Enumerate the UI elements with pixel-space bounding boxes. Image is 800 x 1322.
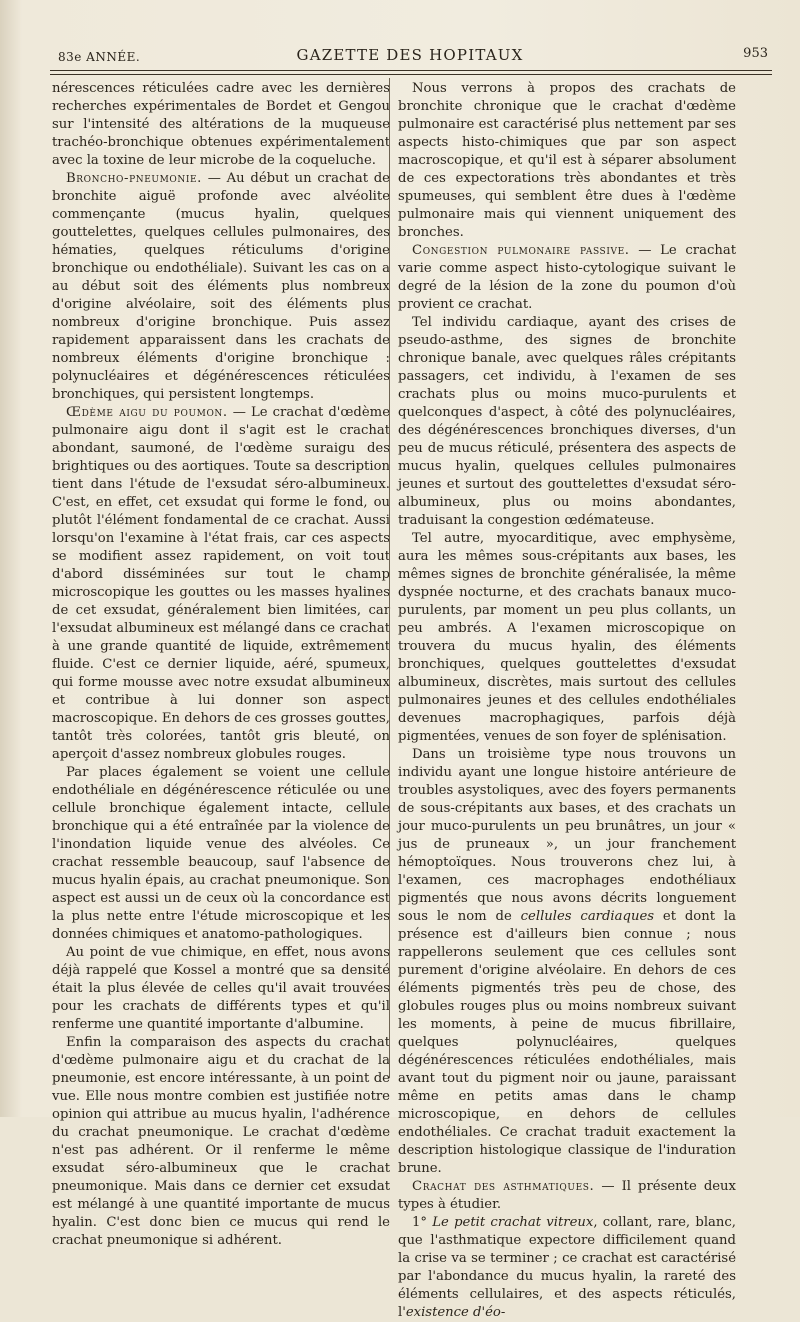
paragraph: nérescences réticulées cadre avec les dernières recherches expérimentales de Bordet et Gengou sur l'intensité des altérations de la muqueuse trachéo-bronchique obtenues expérimentalement avec la toxine de leur microbe de la coqueluche. xyxy=(52,81,390,168)
paragraph: Enfin la comparaison des aspects du crachat d'œdème pulmonaire aigu et du crachat de la pneumonie, est encore intéressante, à un point de vue. Elle nous montre combien est justifiée notre opinion qui attribue au mucus hyalin, l'adhérence du crachat pneumonique. Le crachat d'œdème n'est pas adhérent. Or il renferme le même exsudat séro-albumineux que le crachat pneumonique. Mais dans ce dernier cet exsudat est mélangé à une quantité importante de mucus hyalin. C'est donc bien ce mucus qui rend le crachat pneumonique si adhérent. xyxy=(52,1035,390,1248)
left-column xyxy=(52,80,390,1248)
italic-term: existence d'éo- xyxy=(405,1305,506,1320)
paragraph: Tel autre, myocarditique, avec emphysème, aura les mêmes sous-crépitants aux bases, les mêmes signes de bronchite généralisée, la même dyspnée nocturne, et des crachats banaux muco-purulents, par moment un peu plus collants, un peu ambrés. A l'examen microscopique on trouvera du mucus hyalin, des éléments bronchiques, quelques gouttelettes d'exsudat albumineux, discrètes, mais surtout des cellules pulmonaires jeunes et des cellules endothéliales devenues macrophagiques, parfois déjà pigmentées, venues de son foyer de splénisation. xyxy=(398,531,736,744)
paragraph xyxy=(398,1214,736,1322)
journal-title: GAZETTE DES HOPITAUX xyxy=(296,46,524,64)
paragraph-body: — Au début un crachat de bronchite aiguë profonde avec alvéolite commençante (mucus hyalin, quelques gouttelettes, quelques cellules pulmonaires, des hématies, quelques réticulums d'origine bronchique ou endothéliale). Suivant les cas on a au début soit des éléments plus nombreux d'origine alvéolaire, soit des éléments plus nombreux d'origine bronchique. Puis assez rapidement apparaissent dans les crachats de nombreux éléments d'origine bronchique : polynucléaires et dégénérescences réticulées bronchiques, qui persistent longtemps. xyxy=(52,171,390,402)
paragraph-body: — Le crachat d'œdème pulmonaire aigu dont il s'agit est le crachat abondant, saumoné, de l'œdème suraigu des brightiques ou des aortiques. Toute sa description tient dans l'étude de l'exsudat séro-albumineux. C'est, en effet, cet exsudat qui forme le fond, ou plutôt l'élément fondamental de ce crachat. Aussi lorsqu'on l'examine à l'état frais, car ces aspects se modifient assez rapidement, on voit tout d'abord disséminées sur tout le champ microscopique les gouttes ou les masses hyalines de cet exsudat, généralement bien limitées, car l'exsudat albumineux est mélangé dans ce crachat à une grande quantité de liquide, extrêmement fluide. C'est ce dernier liquide, aéré, spumeux, qui forme mousse avec notre exsudat albumineux et contribue à lui donner son aspect macroscopique. En dehors de ces grosses gouttes, tantôt très colorées, tantôt gris bleuté, on aperçoit d'assez nombreux globules rouges. xyxy=(52,405,390,762)
paragraph-text: , collant, rare, blanc, que l'asthmatique expectore difficilement quand la crise va se terminer ; ce crachat est caractérisé par l'abondance du mucus hyalin, la rareté des éléments cellulaires, et des aspects réticulés, l' xyxy=(398,1215,736,1320)
paragraph xyxy=(398,746,736,1178)
section-heading: Congestion pulmonaire passive. xyxy=(412,243,630,258)
paragraph: Au point de vue chimique, en effet, nous avons déjà rappelé que Kossel a montré que sa densité était la plus élevée de celles qu'il avait trouvées pour les crachats de différents types et qu'il renferme une quantité importante d'albumine. xyxy=(52,945,390,1032)
paragraph: Nous verrons à propos des crachats de bronchite chronique que le crachat d'œdème pulmonaire est caractérisé plus nettement par ses aspects histo-chimiques que par son aspect macroscopique, et qu'il est à séparer absolument de ces expectorations très abondantes et très spumeuses, qui semblent être dues à l'œdème pulmonaire mais qui viennent uniquement des bronches. xyxy=(398,81,736,240)
page-number: 953 xyxy=(743,46,768,61)
header-rule-thin xyxy=(50,74,772,75)
page-header xyxy=(50,44,770,68)
paragraph xyxy=(398,1178,736,1214)
paragraph-text: 1° xyxy=(412,1215,433,1230)
paragraph xyxy=(52,404,390,764)
paragraph: Par places également se voient une cellule endothéliale en dégénérescence réticulée ou une cellule bronchique également intacte, cellule bronchique qui a été entraînée par la violence de l'inondation liquide venue des alvéoles. Ce crachat ressemble beaucoup, sauf l'absence de mucus hyalin épais, au crachat pneumonique. Son aspect est aussi un de ceux où la concordance est la plus nette entre l'étude microscopique et les données chimiques et anatomo-pathologiques. xyxy=(52,765,390,942)
paragraph-body: — Il présente deux types à étudier. xyxy=(398,1179,736,1212)
paragraph: Tel individu cardiaque, ayant des crises de pseudo-asthme, des signes de bronchite chronique banale, avec quelques râles crépitants passagers, cet individu, à l'examen de ses crachats plus ou moins muco-purulents et quelconques d'aspect, à côté des polynucléaires, des dégénérescences bronchiques diverses, d'un peu de mucus réticulé, présentera des aspects de mucus hyalin, quelques cellules pulmonaires jeunes et surtout des gouttelettes d'exsudat séro-albumineux, plus ou moins abondantes, traduisant la congestion œdémateuse. xyxy=(398,315,736,528)
section-heading: Œdème aigu du poumon. xyxy=(66,405,228,420)
italic-term: Le petit crachat vitreux xyxy=(432,1215,594,1230)
section-heading: Broncho-pneumonie. xyxy=(66,171,202,186)
column-divider xyxy=(389,78,390,1078)
paragraph xyxy=(52,170,390,404)
italic-term: cellules cardiaques xyxy=(520,909,655,924)
paragraph-text: Dans un troisième type nous trouvons un individu ayant une longue histoire antérieure de troubles asystoliques, avec des foyers permanents de sous-crépitants aux bases, et des crachats un jour muco-purulents un peu brunâtres, un jour « jus de pruneaux », un jour franchement hémoptoïques. Nous trouverons chez lui, à l'examen, ces macrophages endothéliaux pigmentés que nous avons décrits longuement sous le nom de xyxy=(398,747,736,924)
right-column xyxy=(398,80,737,1320)
header-rule-thick xyxy=(50,70,772,71)
paragraph xyxy=(398,242,736,314)
section-heading: Crachat des asthmatiques. xyxy=(412,1179,595,1194)
issue-year: 83e ANNÉE. xyxy=(58,50,141,64)
paragraph-body: — Le crachat varie comme aspect histo-cytologique suivant le degré de la lésion de la zone du poumon d'où provient ce crachat. xyxy=(398,243,737,312)
paragraph-text: et dont la présence est d'ailleurs bien connue ; nous rappellerons seulement que ces cellules sont purement d'origine alvéolaire. En dehors de ces éléments pigmentés très peu de chose, des globules rouges plus ou moins nombreux suivant les moments, à peine de mucus fibrillaire, quelques polynucléaires, quelques dégénérescences réticulées endothéliales, mais avant tout du pigment noir ou jaune, paraissant même en petits amas dans le champ microscopique, en dehors de cellules endothéliales. Ce crachat traduit exactement la description histologique classique de l'induration brune. xyxy=(398,909,736,1176)
